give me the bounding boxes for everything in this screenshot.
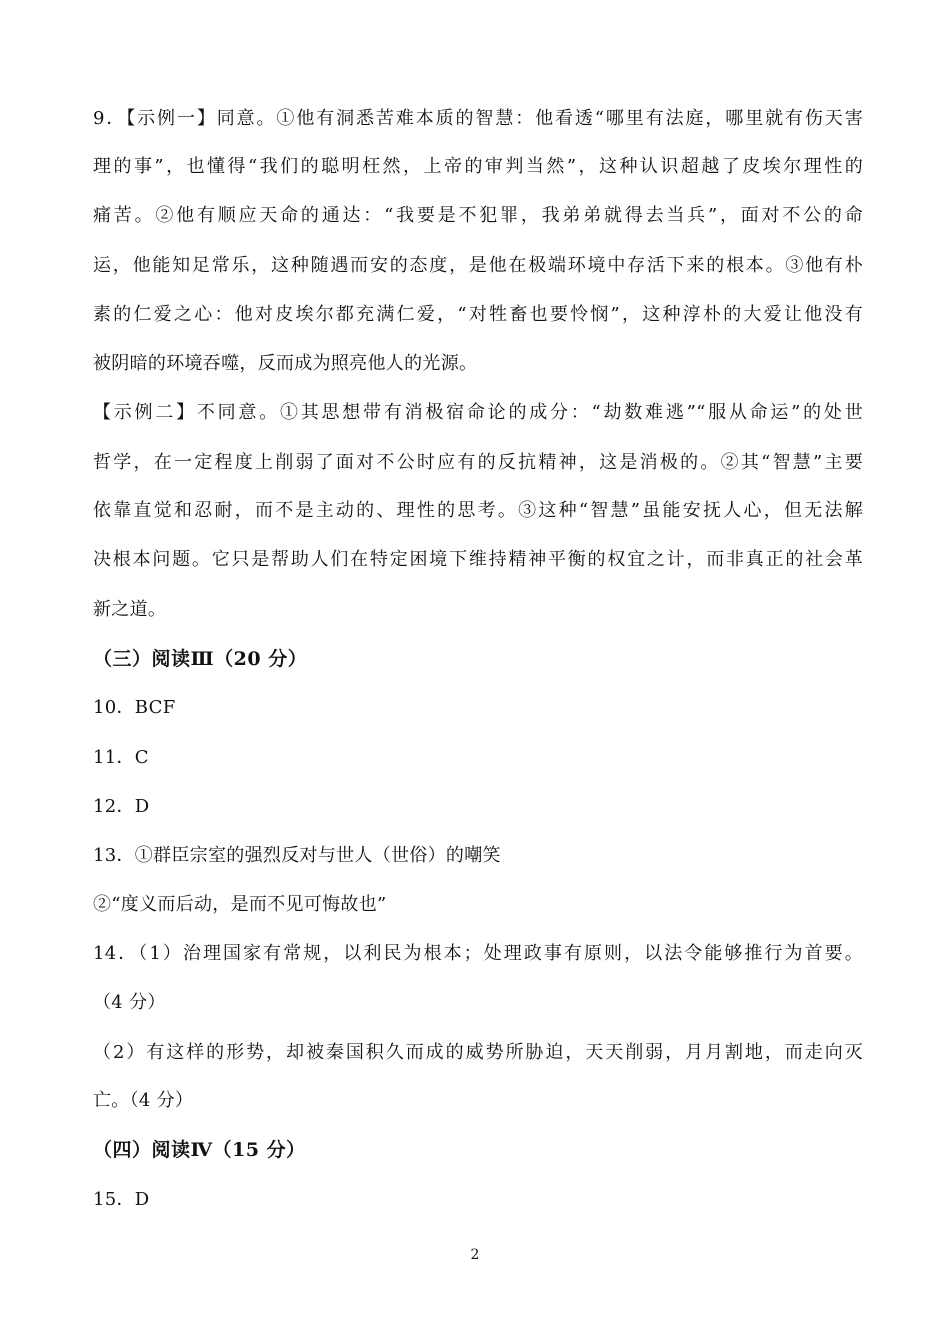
answer-q14-line-4: 亡。（4 分） — [93, 1090, 194, 1111]
answer-q10: 10．BCF — [93, 697, 176, 718]
q9-example1-line-3: 痛苦。②他有顺应天命的通达：“我要是不犯罪，我弟弟就得去当兵”，面对不公的命 — [93, 205, 863, 226]
q9-example2-line-4: 决根本问题。它只是帮助人们在特定困境下维持精神平衡的权宜之计，而非真正的社会革 — [93, 549, 863, 570]
answer-q11: 11．C — [93, 747, 149, 768]
answer-q14-line-1: 14．（1）治理国家有常规，以利民为根本；处理政事有原则，以法令能够推行为首要。 — [93, 943, 863, 964]
q9-example1-line-1: 9．【示例一】同意。①他有洞悉苦难本质的智慧：他看透“哪里有法庭，哪里就有伤天害 — [93, 108, 863, 129]
q9-example2-line-5: 新之道。 — [93, 599, 167, 620]
q9-example2-line-2: 哲学，在一定程度上削弱了面对不公时应有的反抗精神，这是消极的。②其“智慧”主要 — [93, 452, 863, 473]
q9-example1-line-5: 素的仁爱之心：他对皮埃尔都充满仁爱，“对牲畜也要怜悯”，这种淳朴的大爱让他没有 — [93, 304, 863, 325]
answer-q14-line-2: （4 分） — [93, 992, 166, 1013]
answer-q15: 15．D — [93, 1189, 150, 1210]
q9-example2-line-1: 【示例二】不同意。①其思想带有消极宿命论的成分：“劫数难逃”“服从命运”的处世 — [93, 402, 863, 423]
q9-example1-line-2: 理的事”，也懂得“我们的聪明枉然，上帝的审判当然”，这种认识超越了皮埃尔理性的 — [93, 156, 863, 177]
q9-example1-line-4: 运，他能知足常乐，这种随遇而安的态度，是他在极端环境中存活下来的根本。③他有朴 — [93, 255, 863, 276]
answer-q14-line-3: （2）有这样的形势，却被秦国积久而成的威势所胁迫，天天削弱，月月割地，而走向灭 — [93, 1042, 863, 1063]
answer-q13-line-2: ②“度义而后动，是而不见可悔故也” — [93, 894, 387, 915]
section3-heading: （三）阅读Ⅲ（20 分） — [93, 648, 308, 670]
answer-q12: 12．D — [93, 796, 150, 817]
q9-example1-line-6: 被阴暗的环境吞噬，反而成为照亮他人的光源。 — [93, 353, 478, 374]
section4-heading: （四）阅读Ⅳ（15 分） — [93, 1139, 306, 1161]
q9-example2-line-3: 依靠直觉和忍耐，而不是主动的、理性的思考。③这种“智慧”虽能安抚人心，但无法解 — [93, 500, 863, 521]
page-number: 2 — [470, 1247, 480, 1263]
answer-q13-line-1: 13．①群臣宗室的强烈反对与世人（世俗）的嘲笑 — [93, 845, 501, 866]
